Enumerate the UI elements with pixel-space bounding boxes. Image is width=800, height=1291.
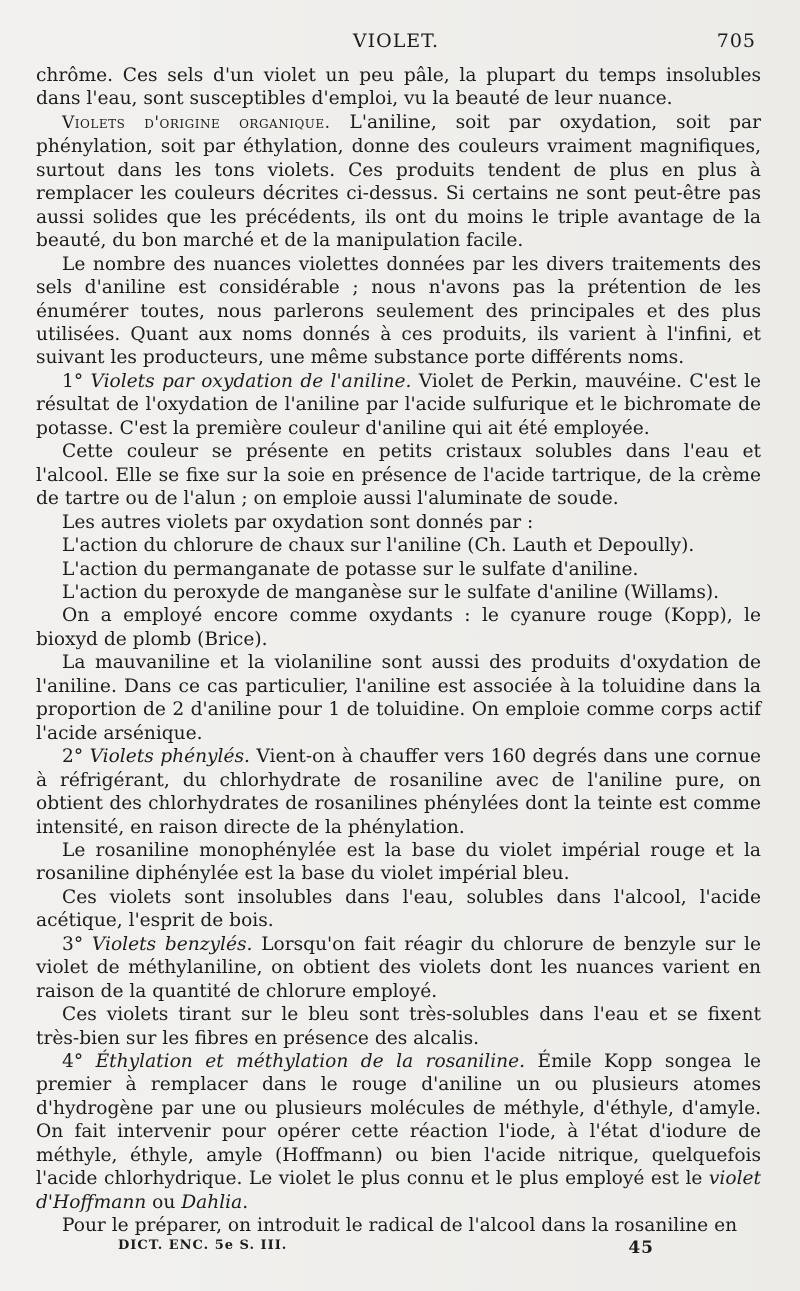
signature-mark: DICT. ENC. 5e S. III. [118,1238,288,1253]
paragraph: 1° Violets par oxydation de l'aniline. Violet de Perkin, mauvéine. C'est le résultat de l'oxydation de l'aniline par l'acide sulfurique et le bichromate de potasse. C'est la première couleur d'aniline qui ait été employée. [36,370,761,439]
paragraph: 4° Éthylation et méthylation de la rosaniline. Émile Kopp songea le premier à remplacer dans le rouge d'aniline un ou plusieurs atomes d'hydrogène par une ou plusieurs molécules de méthyle, d'éthyle, d'amyle. On fait intervenir pour opérer cette réaction l'iode, à l'état d'iodure de méthyle, éthyle, amyle (Hoffmann) ou bien l'acide nitrique, quelquefois l'acide chlorhydrique. Le violet le plus connu et le plus employé est le violet d'Hoffmann ou Dahlia. [36,1051,762,1213]
subsection-heading: Violets par oxydation de l'aniline. [90,370,412,392]
paragraph: Les autres violets par oxydation sont donnés par : [62,511,534,533]
paragraph: Le rosaniline monophénylée est la base du violet impérial rouge et la rosaniline diphénylée est la base du violet impérial bleu. [36,839,761,885]
subsection-heading: Violets phénylés. [89,746,250,768]
section-heading: Violets d'origine organique. [62,112,331,133]
paragraph: 2° Violets phénylés. Vient-on à chauffer vers 160 degrés dans une cornue à réfrigérant, du chlorhydrate de rosaniline avec de l'aniline pure, on obtient des chlorhydrates de rosanilines phénylées dont la teinte est comme intensité, en raison directe de la phénylation. [36,746,761,838]
paragraph: chrôme. Ces sels d'un violet un peu pâle, la plupart du temps insolubles dans l'eau, sont susceptibles d'emploi, vu la beauté de leur nuance. [36,65,761,110]
paragraph: La mauvaniline et la violaniline sont aussi des produits d'oxydation de l'aniline. Dans ce cas particulier, l'aniline est associée à la toluidine dans la proportion de 2 d'aniline pour 1 de toluidine. On emploie comme corps actif l'acide arsénique. [36,652,761,744]
paragraph: On a employé encore comme oxydants : le cyanure rouge (Kopp), le bioxyd de plomb (Brice). [36,605,761,650]
paragraph: 3° Violets benzylés. Lorsqu'on fait réagir du chlorure de benzyle sur le violet de méthylaniline, on obtient des violets dont les nuances varient en raison de la quantité de chlorure employé. [36,933,762,1002]
paragraph: Cette couleur se présente en petits cristaux solubles dans l'eau et l'alcool. Elle se fixe sur la soie en présence de l'acide tartrique, de la crème de tartre ou de l'alun ; on emploie aussi l'aluminate de soude. [36,441,761,510]
paragraph: Ces violets sont insolubles dans l'eau, solubles dans l'alcool, l'acide acétique, l'esprit de bois. [36,886,761,932]
running-header [36,30,756,54]
subsection-heading: Éthylation et méthylation de la rosaniline. [95,1051,526,1073]
running-title: VIOLET. [352,30,440,52]
subsection-heading: Violets benzylés. [91,933,253,955]
page-footer [118,1238,654,1260]
body-text [36,64,761,1238]
page-number: 705 [716,30,756,52]
paragraph: Le nombre des nuances violettes données par les divers traitements des sels d'aniline est considérable ; nous n'avons pas la prétention de les énumérer toutes, nous parlerons seulement des principales et des plus utilisées. Quant aux noms donnés à ces produits, ils varient à l'infini, et suivant les producteurs, une même substance porte différents noms. [36,253,761,369]
paragraph: Ces violets tirant sur le bleu sont très-solubles dans l'eau et se fixent très-bien sur les fibres en présence des alcalis. [36,1004,761,1049]
paragraph: L'action du peroxyde de manganèse sur le sulfate d'aniline (Willams). [62,581,720,603]
paragraph: L'action du permanganate de potasse sur le sulfate d'aniline. [62,558,639,580]
paragraph: Violets d'origine organique. L'aniline, soit par oxydation, soit par phénylation, soit par éthylation, donne des couleurs vraiment magnifiques, surtout dans les tons violets. Ces produits tendent de plus en plus à remplacer les couleurs décrites ci-dessus. Si certains ne sont peut-être pas aussi solides que les précédents, ils ont du moins le triple avantage de la beauté, du bon marché et de la manipulation facile. [36,111,761,252]
paragraph: Pour le préparer, on introduit le radical de l'alcool dans la rosaniline en [62,1215,738,1237]
sheet-number: 45 [628,1238,654,1258]
paragraph: L'action du chlorure de chaux sur l'aniline (Ch. Lauth et Depoully). [62,535,695,557]
